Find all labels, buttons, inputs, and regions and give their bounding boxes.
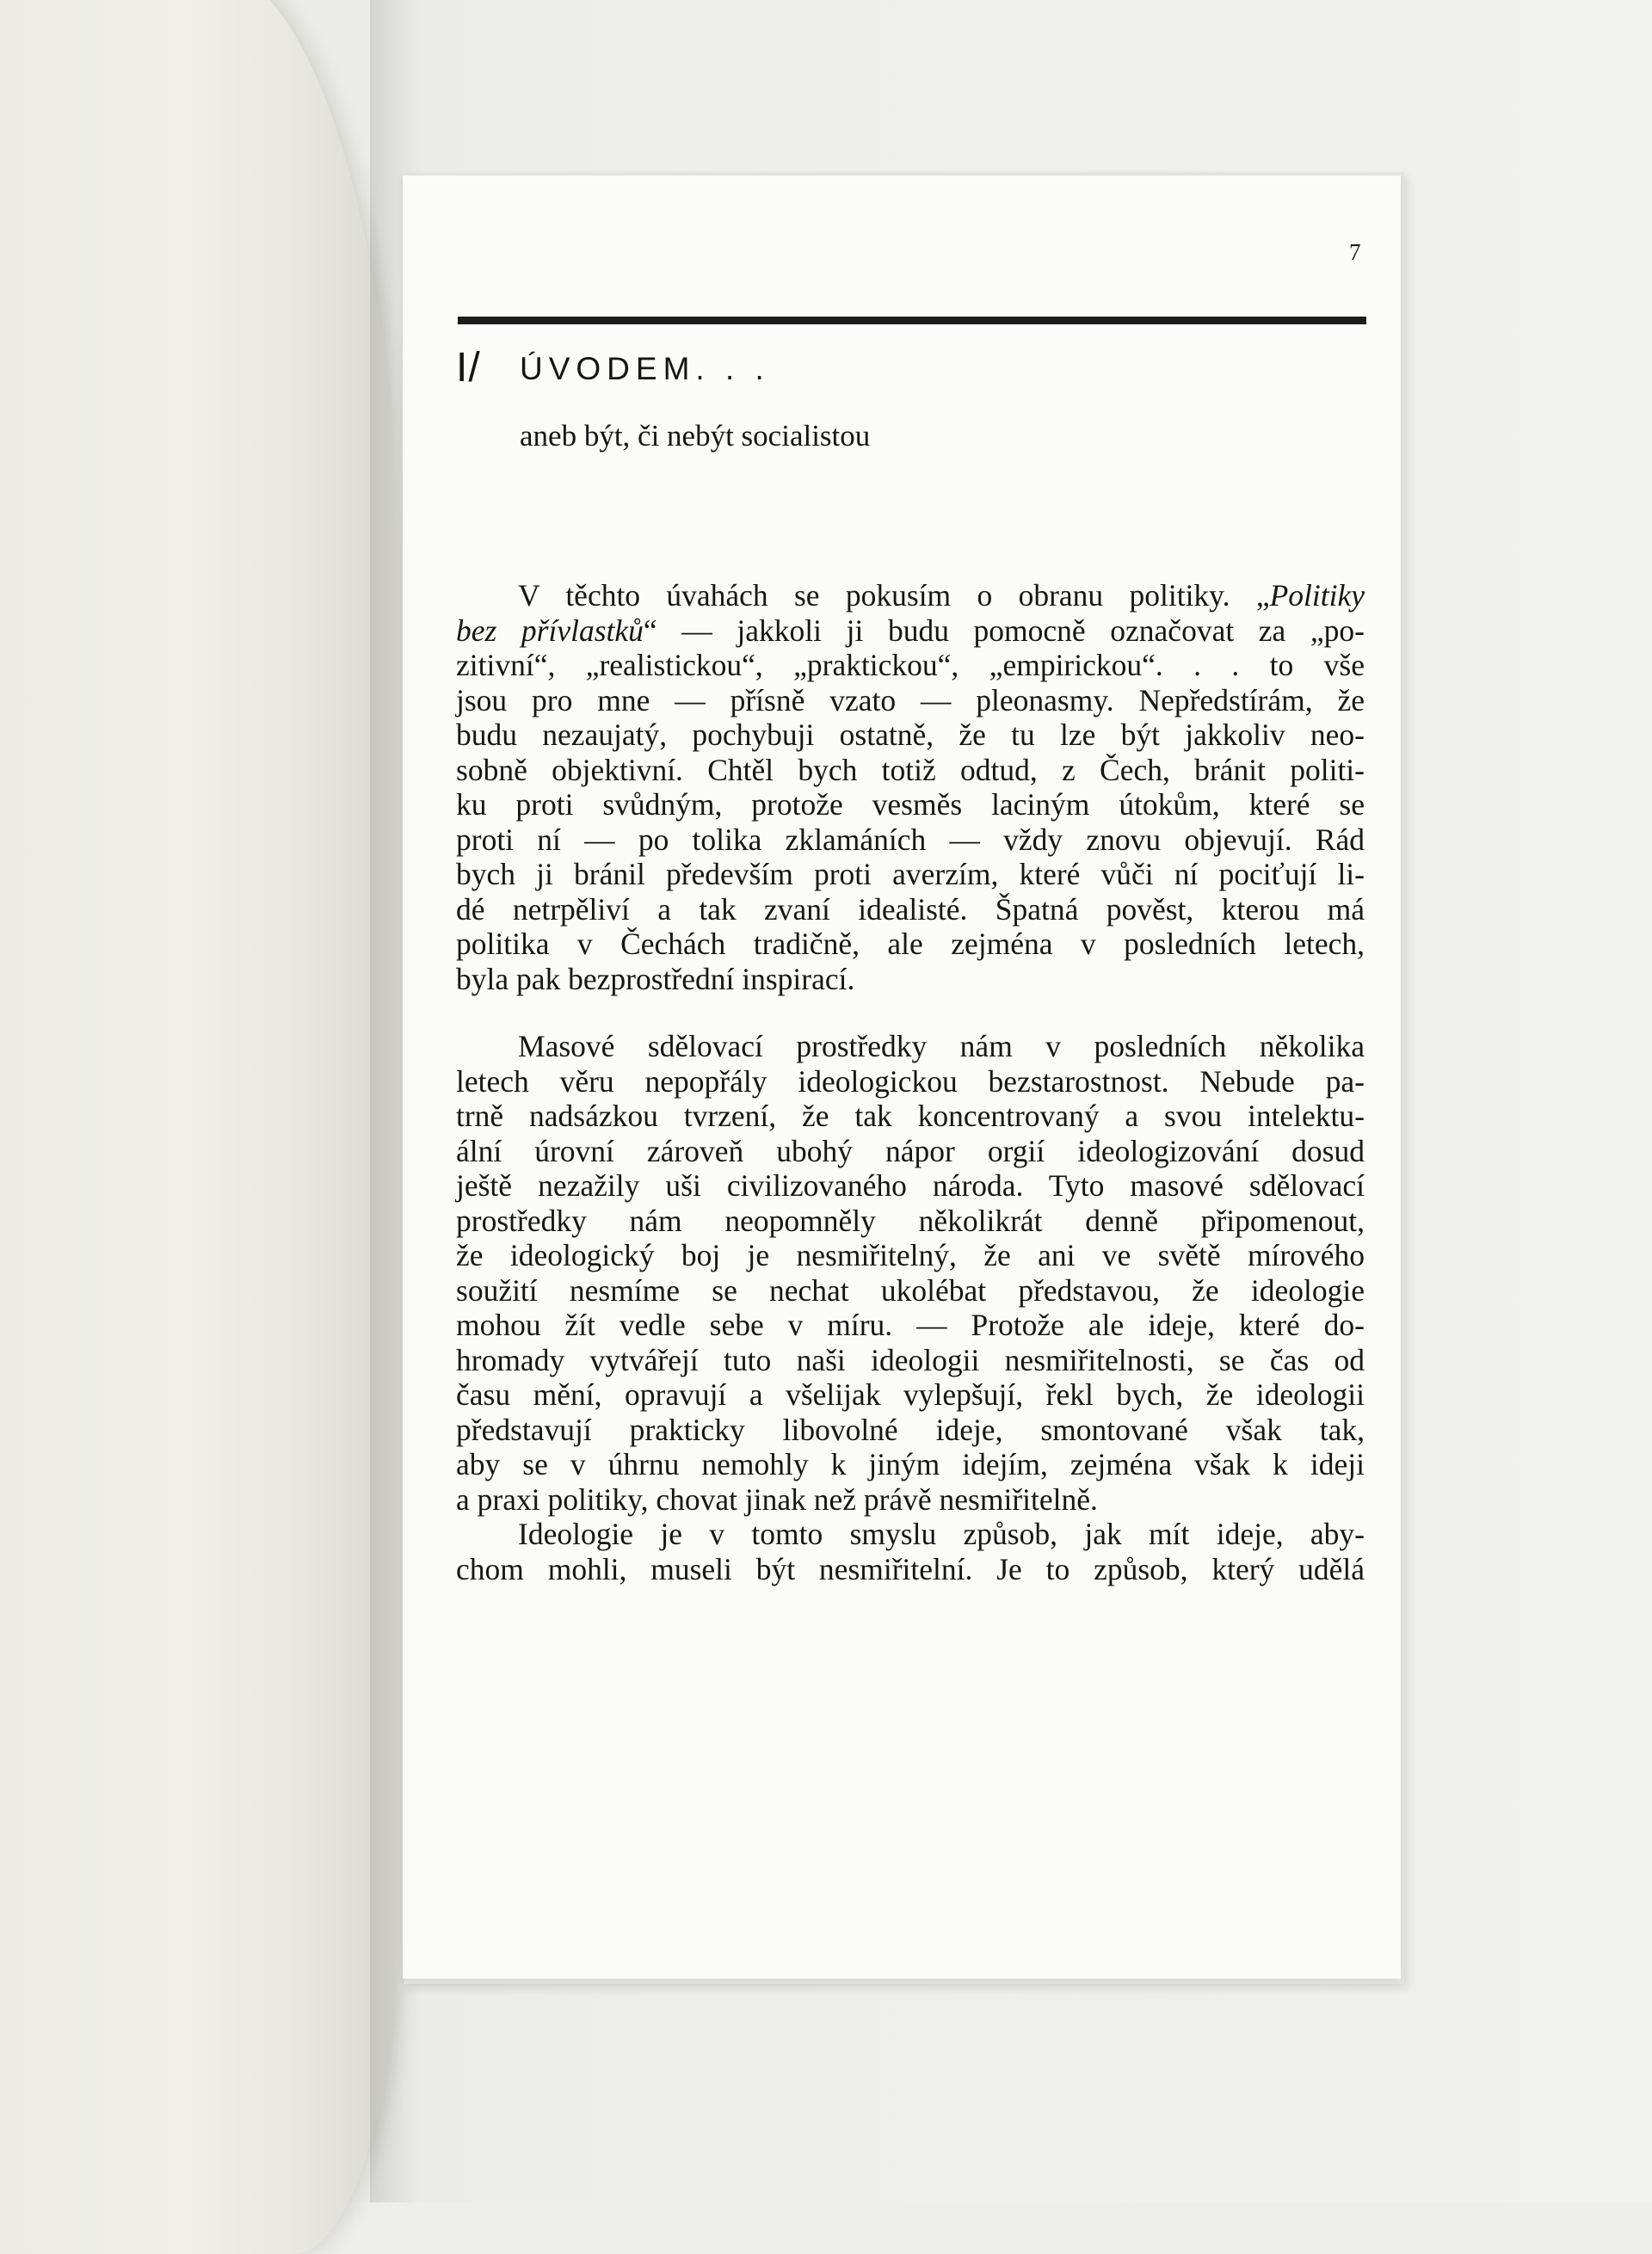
text-line: představují prakticky libovolné ideje, smontované však tak, xyxy=(456,1412,1365,1447)
text-line: že ideologický boj je nesmiřitelný, že ani ve světě mírového xyxy=(456,1238,1365,1272)
text-line: jsou pro mne — přísně vzato — pleonasmy. Nepředstírám, že xyxy=(456,682,1365,717)
text-line: byla pak bezprostřední inspirací. xyxy=(456,961,855,996)
text-line: a praxi politiky, chovat jinak než právě nesmiřitelně. xyxy=(456,1481,1098,1517)
text-line: zitivní“, „realistickou“, „praktickou“, „empirickou“. . . to vše xyxy=(456,648,1365,682)
body-text xyxy=(456,578,1365,1586)
text-line: letech věru nepopřály ideologickou bezstarostnost. Nebude pa- xyxy=(456,1063,1365,1099)
text-line: Masové sdělovací prostředky nám v posledních několika xyxy=(518,1029,1365,1063)
text-line: aby se v úhrnu nemohly k jiným idejím, zejména však k ideji xyxy=(456,1447,1365,1481)
text-line: ku proti svůdným, protože vesměs laciným útokům, které se xyxy=(456,787,1365,822)
text-line: soužití nesmíme se nechat ukolébat představou, že ideologie xyxy=(456,1272,1365,1308)
text-line: ální úrovní zároveň ubohý nápor orgií ideologizování dosud xyxy=(456,1133,1365,1168)
page-number: 7 xyxy=(1349,239,1361,265)
text-line: V těchto úvahách se pokusím o obranu politiky. „Politiky xyxy=(518,578,1365,613)
text-line: času mění, opravují a všelijak vylepšují, řekl bych, že ideologii xyxy=(456,1377,1365,1412)
chapter-title: ÚVODEM. . . xyxy=(520,351,770,386)
text-line: sobně objektivní. Chtěl bych totiž odtud, z Čech, bránit politi- xyxy=(456,752,1365,787)
text-line: politika v Čechách tradičně, ale zejména v posledních letech, xyxy=(456,927,1365,961)
text-line: trně nadsázkou tvrzení, že tak koncentrovaný a svou intelektu- xyxy=(456,1099,1365,1133)
text-line: proti ní — po tolika zklamáních — vždy znovu objevují. Rád xyxy=(456,822,1365,857)
chapter-subtitle: aneb být, či nebýt socialistou xyxy=(520,419,871,453)
text-line: mohou žít vedle sebe v míru. — Protože ale ideje, které do- xyxy=(456,1308,1365,1342)
text-line: dé netrpěliví a tak zvaní idealisté. Špatná pověst, kterou má xyxy=(456,891,1365,927)
paragraph-gap xyxy=(456,996,1365,1029)
text-line: hromady vytvářejí tuto naši ideologii nesmiřitelnosti, se čas od xyxy=(456,1342,1365,1377)
text-line: ještě nezažily uši civilizovaného národa. Tyto masové sdělovací xyxy=(456,1168,1365,1203)
text-line: budu nezaujatý, pochybuji ostatně, že tu lze být jakkoliv neo- xyxy=(456,717,1365,752)
chapter-rule xyxy=(458,317,1366,324)
text-line: chom mohli, museli být nesmiřitelní. Je to způsob, který udělá xyxy=(456,1551,1365,1586)
left-page xyxy=(0,0,396,2254)
text-line: prostředky nám neopomněly několikrát denně připomenout, xyxy=(456,1203,1365,1238)
text-line: Ideologie je v tomto smyslu způsob, jak mít ideje, aby- xyxy=(518,1517,1365,1551)
text-line: bych ji bránil především proti averzím, které vůči ní pociťují li- xyxy=(456,857,1365,891)
chapter-number: I/ xyxy=(456,345,481,391)
text-line: bez přívlastků“ — jakkoli ji budu pomocně označovat za „po- xyxy=(456,613,1365,648)
